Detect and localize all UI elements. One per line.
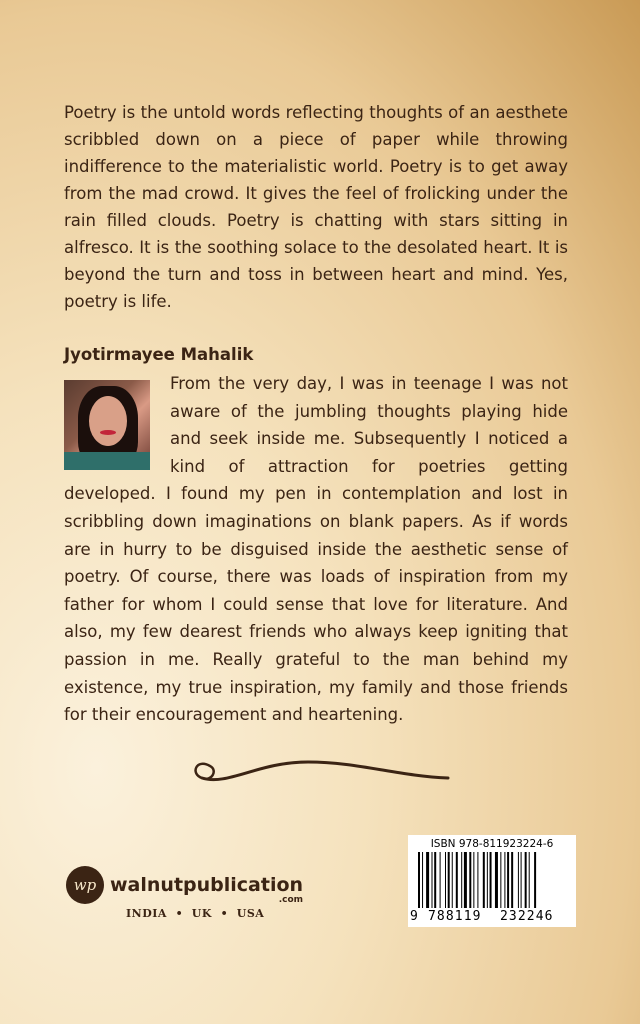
decorative-swash [188,752,450,792]
isbn-label: ISBN 978-811923224-6 [430,838,554,850]
publisher-logo [66,866,303,904]
publisher-regions: INDIA • UK • USA [126,907,265,920]
barcode-digits-left: 788119 [428,909,482,924]
author-bio-paragraph [64,370,568,729]
author-photo [64,380,150,470]
barcode-digit-first: 9 [410,909,418,924]
walnut-logo-icon: wp [66,866,104,904]
barcode-bars-icon [418,852,572,908]
author-bio: From the very day, I was in teenage I was not aware of the jumbling thoughts playing hide and seek inside me. Subsequently I noticed a kind of attraction for poetries getting developed. I found my pen in contemplation and lost in scribbling down imaginations on blank papers. As if words are in hurry to be disguised inside the aesthetic sense of poetry. Of course, there was loads of inspiration from my father for whom I could sense that love for literature. And also, my few dearest friends who always keep igniting that passion in me. Really grateful to the man behind my existence, my true inspiration, my family and those friends for their encouragement and heartening. [64,374,568,725]
author-name: Jyotirmayee Mahalik [64,345,254,364]
barcode-digits-right: 232246 [500,909,554,924]
isbn-barcode [408,835,576,927]
publisher-domain: .com [278,895,304,905]
cover-blurb: Poetry is the untold words reflecting thoughts of an aesthete scribbled down on a piece of paper while throwing indifference to the materialistic world. Poetry is to get away from the mad crowd. It gives the feel of frolicking under the rain filled clouds. Poetry is chatting with stars sitting in alfresco. It is the soothing solace to the desolated heart. It is beyond the turn and toss in between heart and mind. Yes, poetry is life. [64,103,568,311]
publisher-name: walnutpublication .com [110,874,304,905]
